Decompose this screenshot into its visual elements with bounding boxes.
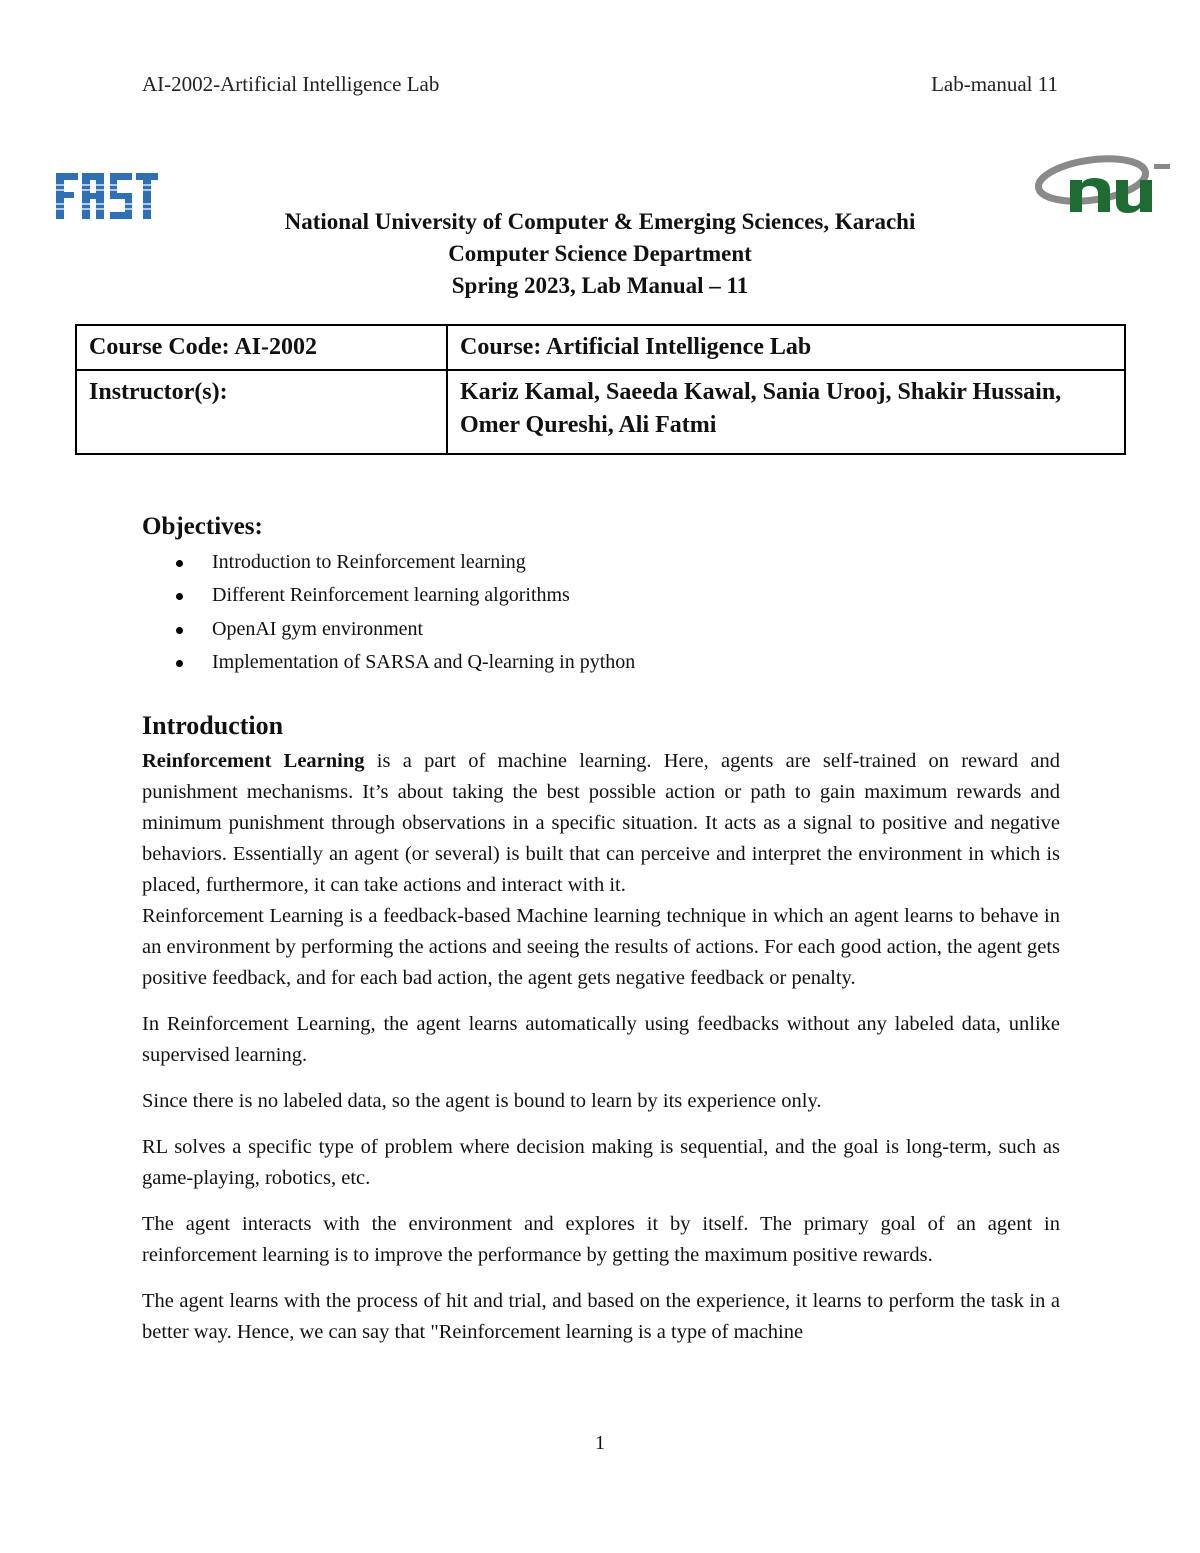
introduction-heading: Introduction <box>142 711 284 740</box>
page-number: 1 <box>595 1432 605 1454</box>
university-name: National University of Computer & Emerging Sciences, Karachi <box>284 209 916 234</box>
course-name-cell: Course: Artificial Intelligence Lab <box>447 325 1125 370</box>
instructor-label-cell: Instructor(s): <box>76 370 447 454</box>
semester-manual: Spring 2023, Lab Manual – 11 <box>451 273 749 298</box>
course-code-cell: Course Code: AI-2002 <box>76 325 447 370</box>
bullet-icon <box>176 560 183 567</box>
bullet-icon <box>176 660 183 667</box>
table-row <box>76 325 1125 370</box>
list-item <box>142 546 635 579</box>
paragraph: In Reinforcement Learning, the agent learns automatically using feedbacks without any labeled data, unlike supervised learning. <box>142 1013 1060 1066</box>
paragraph: Reinforcement Learning is a feedback-based Machine learning technique in which an agent learns to behave in an environment by performing the actions and seeing the results of actions. For each good action, the agent gets positive feedback, and for each bad action, the agent gets negative feedback or penalty. <box>142 905 1060 989</box>
institution-title <box>0 206 1200 302</box>
table-row <box>76 370 1125 454</box>
objectives-list <box>142 546 635 679</box>
paragraph <box>142 746 1060 901</box>
objective-text: OpenAI gym environment <box>212 617 424 640</box>
list-item <box>142 579 635 612</box>
paragraph: RL solves a specific type of problem where decision making is sequential, and the goal is long-term, such as game-playing, robotics, etc. <box>142 1136 1060 1189</box>
paragraph: The agent learns with the process of hit and trial, and based on the experience, it learns to perform the task in a better way. Hence, we can say that "Reinforcement learning is a type of machine <box>142 1290 1060 1343</box>
objective-text: Implementation of SARSA and Q-learning in python <box>212 650 636 673</box>
objectives-heading: Objectives: <box>142 513 263 540</box>
header-course-title: AI-2002-Artificial Intelligence Lab <box>142 72 440 96</box>
course-info-table <box>75 324 1126 455</box>
paragraph-text: is a part of machine learning. Here, agents are self-trained on reward and punishment mechanisms. It’s about taking the best possible action or path to gain maximum rewards and minimum punishment through observations in a specific situation. It acts as a signal to positive and negative behaviors. Essentially an agent (or several) is built that can perceive and interpret the environment in which is placed, furthermore, it can take actions and interact with it. <box>142 750 1060 896</box>
header-manual-number: Lab-manual 11 <box>931 72 1058 96</box>
objective-text: Different Reinforcement learning algorithms <box>212 584 570 607</box>
objective-text: Introduction to Reinforcement learning <box>212 551 526 573</box>
paragraph: The agent interacts with the environment and explores it by itself. The primary goal of an agent in reinforcement learning is to improve the performance by getting the maximum positive rewards. <box>142 1213 1060 1266</box>
introduction-body <box>142 746 1060 1363</box>
department-name: Computer Science Department <box>448 241 752 266</box>
instructors-cell: Kariz Kamal, Saeeda Kawal, Sania Urooj, Shakir Hussain, Omer Qureshi, Ali Fatmi <box>447 370 1125 454</box>
paragraph: Since there is no labeled data, so the agent is bound to learn by its experience only. <box>142 1090 822 1112</box>
list-item <box>142 646 635 679</box>
list-item <box>142 613 635 646</box>
term-bold: Reinforcement Learning <box>142 750 365 772</box>
bullet-icon <box>176 593 183 600</box>
bullet-icon <box>176 627 183 634</box>
